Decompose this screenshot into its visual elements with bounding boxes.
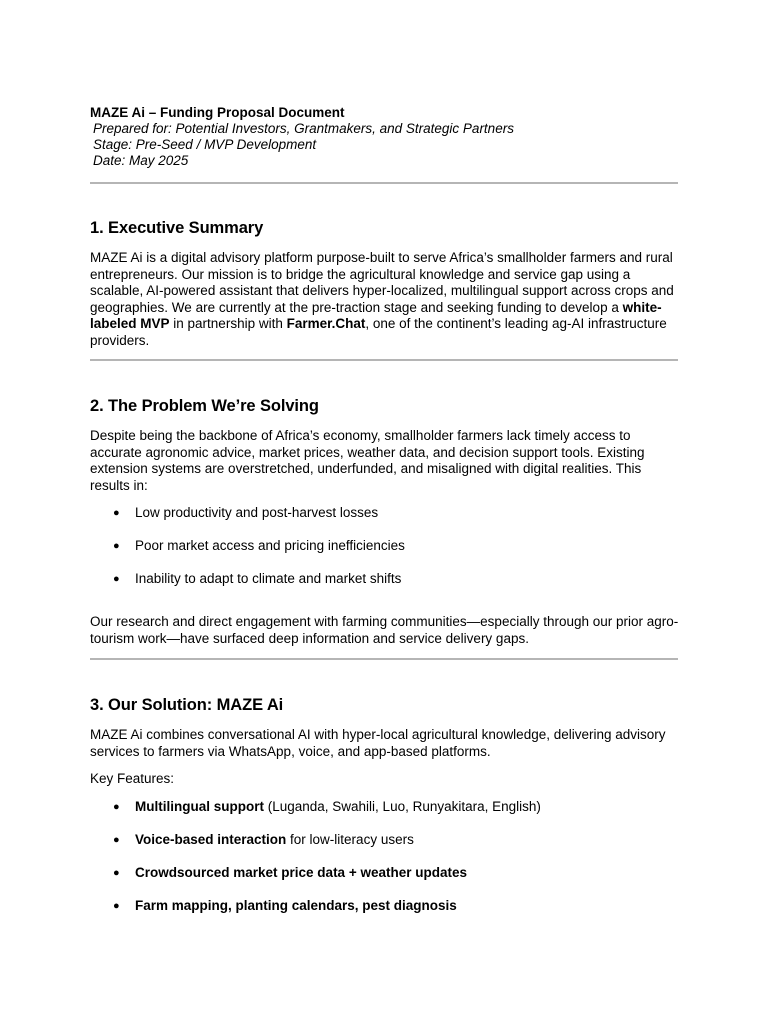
bullet-icon: ● — [113, 507, 120, 519]
bullet-icon: ● — [113, 900, 120, 912]
prepared-for-line: Prepared for: Potential Investors, Grantmakers, and Strategic Partners — [93, 121, 514, 136]
date-line: Date: May 2025 — [93, 153, 189, 168]
section-heading-solution: 3. Our Solution: MAZE Ai — [90, 696, 284, 714]
solution-intro-paragraph: MAZE Ai combines conversational AI with hyper-local agricultural knowledge, delivering advisory services to farmers via WhatsApp, voice, and app-based platforms. — [90, 727, 666, 759]
list-item: ● Voice-based interaction for low-literacy users — [113, 832, 414, 847]
executive-summary-paragraph: MAZE Ai is a digital advisory platform purpose-built to serve Africa’s smallholder farmers and rural entrepreneurs. Our mission is to bridge the agricultural knowledge and service gap using a scalable, AI-powered assistant that delivers hyper-localized, multilingual support across crops and geographies. We are currently at the pre-traction stage and seeking funding to develop a white-labeled MVP in partnership with Farmer.Chat, one of the continent’s leading ag-AI infrastructure providers. — [90, 250, 674, 348]
problem-intro-paragraph: Despite being the backbone of Africa’s economy, smallholder farmers lack timely access to accurate agronomic advice, market prices, weather data, and decision support tools. Existing extension systems are overstretched, underfunded, and misaligned with digital realities. This results in: — [90, 428, 645, 493]
divider — [90, 182, 678, 184]
bullet-icon: ● — [113, 573, 120, 585]
section-heading-problem: 2. The Problem We’re Solving — [90, 397, 319, 415]
divider — [90, 658, 678, 660]
list-item: ● Low productivity and post-harvest losses — [113, 505, 379, 520]
list-item: ● Multilingual support (Luganda, Swahili, Luo, Runyakitara, English) — [113, 799, 541, 814]
bullet-icon: ● — [113, 801, 120, 813]
bullet-icon: ● — [113, 867, 120, 879]
key-features-label: Key Features: — [90, 771, 175, 786]
list-item: ● Inability to adapt to climate and market shifts — [113, 571, 402, 586]
bold-farmer-chat: Farmer.Chat — [286, 316, 366, 331]
bold-mvp: white-labeled MVP — [90, 299, 662, 331]
document-header — [90, 105, 680, 169]
bullet-icon: ● — [113, 834, 120, 846]
list-item: ● Crowdsourced market price data + weather updates — [113, 865, 467, 880]
stage-line: Stage: Pre-Seed / MVP Development — [93, 137, 317, 152]
bullet-icon: ● — [113, 540, 120, 552]
document-title: MAZE Ai – Funding Proposal Document — [90, 105, 345, 120]
problem-bullet-list — [90, 505, 680, 604]
features-bullet-list — [90, 799, 680, 931]
problem-closing-paragraph: Our research and direct engagement with farming communities—especially through our prior agro-tourism work—have surfaced deep information and service delivery gaps. — [90, 614, 679, 646]
list-item: ● Poor market access and pricing inefficiencies — [113, 538, 405, 553]
list-item: ● Farm mapping, planting calendars, pest diagnosis — [113, 898, 457, 913]
section-heading-executive-summary: 1. Executive Summary — [90, 219, 264, 237]
divider — [90, 359, 678, 361]
